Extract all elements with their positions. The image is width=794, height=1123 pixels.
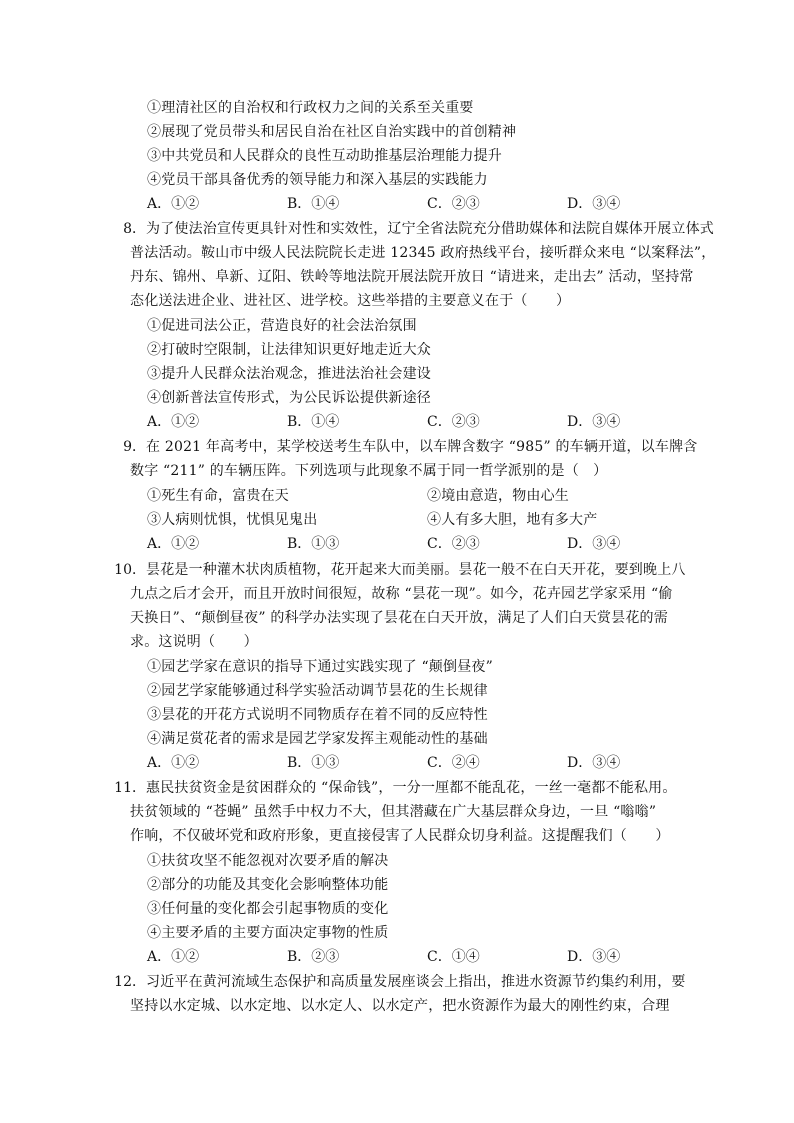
q9-stem-line-2: 数字 “211” 的车辆压阵。下列选项与此现象不属于同一哲学派别的是（ ） <box>130 463 608 479</box>
q9-item-1: ①死生有命，富贵在天 <box>147 488 289 504</box>
q8-stem-line-4: 态化送法进企业、进社区、进学校。这些举措的主要意义在于（ ） <box>130 293 571 309</box>
q10-option-d[interactable]: D．③④ <box>567 755 621 771</box>
q7-item-4: ④党员干部具备优秀的领导能力和深入基层的实践能力 <box>147 172 488 188</box>
q11-options <box>147 947 667 967</box>
q11-number: 11． <box>114 780 146 796</box>
q8-item-1: ①促进司法公正，营造良好的社会法治氛围 <box>147 318 417 334</box>
q9-option-a[interactable]: A．①② <box>147 536 200 552</box>
q10-item-2: ②园艺学家能够通过科学实验活动调节昙花的生长规律 <box>147 683 488 699</box>
q10-stem-line-1: 昙花是一种灌木状肉质植物，花开起来大而美丽。昙花一般不在白天开花，要到晚上八 <box>146 562 686 578</box>
q9-stem-line-1: 在 2021 年高考中，某学校送考生车队中，以车牌含数字 “985” 的车辆开道，以车牌含 <box>146 439 698 455</box>
q11-option-c[interactable]: C．①④ <box>427 949 480 965</box>
q11-stem-line-2: 扶贫领域的 “苍蝇” 虽然手中权力不大，但其潜藏在广大基层群众身边，一旦 “嗡嗡” <box>130 804 657 820</box>
q9-number: 9． <box>123 439 146 455</box>
q11-stem-line-3: 作响，不仅破坏党和政府形象，更直接侵害了人民群众切身利益。这提醒我们（ ） <box>130 828 670 844</box>
q11-item-4: ④主要矛盾的主要方面决定事物的性质 <box>147 925 389 941</box>
q11-option-d[interactable]: D．③④ <box>567 949 621 965</box>
q11-stem-line-1: 惠民扶贫资金是贫困群众的 “保命钱”，一分一厘都不能乱花，一丝一毫都不能私用。 <box>146 780 677 796</box>
q12-stem-line-1: 习近平在黄河流域生态保护和高质量发展座谈会上指出，推进水资源节约集约利用，要 <box>146 974 686 990</box>
q7-item-1: ①理清社区的自治权和行政权力之间的关系至关重要 <box>147 100 474 116</box>
q9-option-b[interactable]: B．①③ <box>287 536 340 552</box>
q8-stem-line-1: 为了使法治宣传更具针对性和实效性，辽宁全省法院充分借助媒体和法院自媒体开展立体式 <box>146 221 714 237</box>
q8-item-2: ②打破时空限制，让法律知识更好地走近大众 <box>147 342 431 358</box>
q11-item-3: ③任何量的变化都会引起事物质的变化 <box>147 901 389 917</box>
q9-option-d[interactable]: D．③④ <box>567 536 621 552</box>
q8-option-c[interactable]: C．②③ <box>427 414 480 430</box>
q12-number: 12． <box>114 974 146 990</box>
q8-options <box>147 412 667 432</box>
q8-stem-line-3: 丹东、锦州、阜新、辽阳、铁岭等地法院开展法院开放日 “请进来，走出去” 活动，坚持常 <box>130 269 694 285</box>
q9-options <box>147 534 667 554</box>
q8-option-d[interactable]: D．③④ <box>567 414 621 430</box>
q8-stem-line-2: 普法活动。鞍山市中级人民法院院长走进 12345 政府热线平台，接听群众来电 “以案释法”， <box>130 245 716 261</box>
q8-item-3: ③提升人民群众法治观念，推进法治社会建设 <box>147 366 431 382</box>
q7-option-b[interactable]: B．①④ <box>287 196 340 212</box>
q9-item-4: ④人有多大胆，地有多大产 <box>427 512 598 528</box>
q11-item-2: ②部分的功能及其变化会影响整体功能 <box>147 877 389 893</box>
q7-item-3: ③中共党员和人民群众的良性互动助推基层治理能力提升 <box>147 148 502 164</box>
q10-option-a[interactable]: A．①② <box>147 755 200 771</box>
q10-item-3: ③昙花的开花方式说明不同物质存在着不同的反应特性 <box>147 707 488 723</box>
q10-item-1: ①园艺学家在意识的指导下通过实践实现了 “颠倒昼夜” <box>147 659 493 675</box>
q11-option-a[interactable]: A．①② <box>147 949 200 965</box>
q11-item-1: ①扶贫攻坚不能忽视对次要矛盾的解决 <box>147 853 389 869</box>
q7-option-d[interactable]: D．③④ <box>567 196 621 212</box>
q7-options <box>147 194 667 214</box>
q11-option-b[interactable]: B．②③ <box>287 949 340 965</box>
q7-option-c[interactable]: C．②③ <box>427 196 480 212</box>
q12-stem-line-2: 坚持以水定城、以水定地、以水定人、以水定产，把水资源作为最大的刚性约束，合理 <box>130 998 670 1014</box>
q8-item-4: ④创新普法宣传形式，为公民诉讼提供新途径 <box>147 390 431 406</box>
q8-option-a[interactable]: A．①② <box>147 414 200 430</box>
q10-stem-line-4: 求。这说明（ ） <box>130 634 258 650</box>
q8-option-b[interactable]: B．①④ <box>287 414 340 430</box>
q7-item-2: ②展现了党员带头和居民自治在社区自治实践中的首创精神 <box>147 124 517 140</box>
q9-option-c[interactable]: C．②③ <box>427 536 480 552</box>
q9-item-3: ③人病则忧惧，忧惧见鬼出 <box>147 512 318 528</box>
q10-option-b[interactable]: B．①③ <box>287 755 340 771</box>
q10-item-4: ④满足赏花者的需求是园艺学家发挥主观能动性的基础 <box>147 731 488 747</box>
q10-option-c[interactable]: C．②④ <box>427 755 480 771</box>
q8-number: 8． <box>123 221 146 237</box>
q7-option-a[interactable]: A．①② <box>147 196 200 212</box>
q10-stem-line-2: 九点之后才会开，而且开放时间很短，故称 “昙花一现”。如今，花卉园艺学家采用 “偷 <box>130 586 673 602</box>
q10-stem-line-3: 天换日”、“颠倒昼夜” 的科学办法实现了昙花在白天开放，满足了人们白天赏昙花的需 <box>130 610 668 626</box>
q10-number: 10． <box>114 562 146 578</box>
q10-options <box>147 753 667 773</box>
q9-item-2: ②境由意造，物由心生 <box>427 488 569 504</box>
